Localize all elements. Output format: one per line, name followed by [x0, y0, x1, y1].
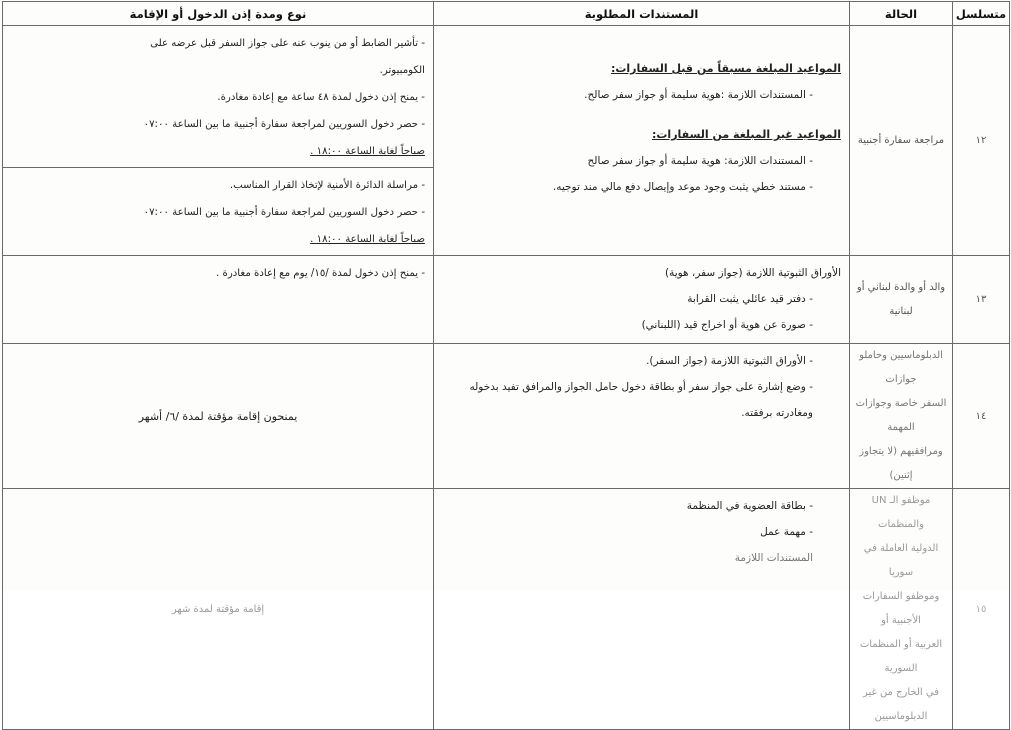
type-line: - يمنح إذن دخول لمدة /١٥/ يوم مع إعادة مغادرة . — [216, 268, 425, 279]
case-cell — [850, 344, 953, 489]
type-cell: يمنحون إقامة مؤقتة لمدة /٦/ أشهر — [3, 344, 434, 489]
docs-line: - المستندات اللازمة :هوية سليمة أو جواز سفر صالح. — [584, 89, 813, 101]
case-cell: والد أو والدة لبناني أو لبنانية — [850, 256, 953, 344]
case-line: في الخارج من غير — [863, 687, 939, 698]
docs-heading: المواعيد غير المبلغة من السفارات: — [651, 128, 841, 141]
docs-cell — [434, 489, 850, 730]
type-line: - مراسلة الدائرة الأمنية لإتخاذ القرار المناسب. — [229, 180, 425, 191]
serial-cell: ١٢ — [953, 26, 1010, 256]
type-cell — [3, 256, 434, 344]
header-serial: متسلسل — [953, 2, 1010, 26]
case-cell: مراجعة سفارة أجنبية — [850, 26, 953, 256]
table-row — [3, 26, 1010, 168]
docs-heading: المواعيد المبلغة مسبقاً من قبل السفارات: — [610, 62, 841, 75]
type-line: - حصر دخول السوريين لمراجعة سفارة أجنبية ما بين الساعة ٠٧:٠٠ — [143, 119, 425, 130]
docs-line: الأوراق الثبوتية اللازمة (جواز سفر، هوية) — [664, 267, 841, 279]
case-line: الدبلوماسيين — [874, 711, 928, 722]
case-line: وموظفو السفارات الأجنبية أو — [862, 591, 940, 626]
header-docs: المستندات المطلوبة — [434, 2, 850, 26]
case-line: موظفو الـ UN والمنظمات — [871, 495, 931, 530]
type-cell — [3, 26, 434, 168]
type-line: صباحاً لغاية الساعة ١٨:٠٠ . — [310, 146, 425, 157]
docs-line: - الأوراق الثبوتية اللازمة (جواز السفر). — [646, 355, 813, 367]
docs-line: - مهمة عمل — [760, 526, 813, 538]
case-line: ومرافقيهم (لا يتجاوز إثنين) — [859, 446, 943, 481]
docs-line: - دفتر قيد عائلي يثبت القرابة — [687, 293, 813, 305]
table-row — [3, 256, 1010, 344]
serial-cell: ١٣ — [953, 256, 1010, 344]
case-line: العربية أو المنظمات السورية — [859, 639, 943, 674]
case-line: الدولية العاملة في سوريا — [863, 543, 939, 578]
table-row — [3, 489, 1010, 730]
type-line: - يمنح إذن دخول لمدة ٤٨ ساعة مع إعادة مغادرة. — [217, 92, 425, 103]
docs-line: - صورة عن هوية أو اخراج قيد (اللبناني) — [641, 319, 813, 331]
type-cell — [3, 168, 434, 256]
type-line: الكومبيوتر. — [379, 65, 425, 76]
docs-line: - وضع إشارة على جواز سفر أو بطاقة دخول حامل الجواز والمرافق تفيد بدخوله — [469, 381, 813, 393]
header-type: نوع ومدة إذن الدخول أو الإقامة — [3, 2, 434, 26]
table-header-row — [3, 2, 1010, 26]
docs-line: المستندات اللازمة — [734, 552, 813, 564]
type-line: - تأشير الضابط أو من ينوب عنه على جواز السفر قبل عرضه على — [150, 38, 425, 49]
case-line: الدبلوماسيين وحاملو جوازات — [859, 350, 943, 385]
docs-cell — [434, 344, 850, 489]
docs-line: - بطاقة العضوية في المنظمة — [686, 500, 813, 512]
serial-cell: ١٥ — [953, 489, 1010, 730]
table-row — [3, 344, 1010, 489]
docs-cell — [434, 256, 850, 344]
docs-line: - المستندات اللازمة: هوية سليمة أو جواز سفر صالح — [587, 155, 813, 167]
case-cell — [850, 489, 953, 730]
case-line: السفر خاصة وجوازات المهمة — [855, 398, 947, 433]
docs-line: - مستند خطي يثبت وجود موعد وإيصال دفع مالي مند توجيه. — [552, 181, 813, 193]
docs-line: ومغادرته برفقته. — [741, 407, 813, 419]
type-line: - حصر دخول السوريين لمراجعة سفارة أجنبية ما بين الساعة ٠٧:٠٠ — [143, 207, 425, 218]
serial-cell: ١٤ — [953, 344, 1010, 489]
header-case: الحالة — [850, 2, 953, 26]
entry-requirements-table — [2, 1, 1010, 730]
type-line: صباحاً لغاية الساعة ١٨:٠٠ . — [310, 234, 425, 245]
type-cell: إقامة مؤقتة لمدة شهر — [3, 489, 434, 730]
docs-cell — [434, 26, 850, 256]
